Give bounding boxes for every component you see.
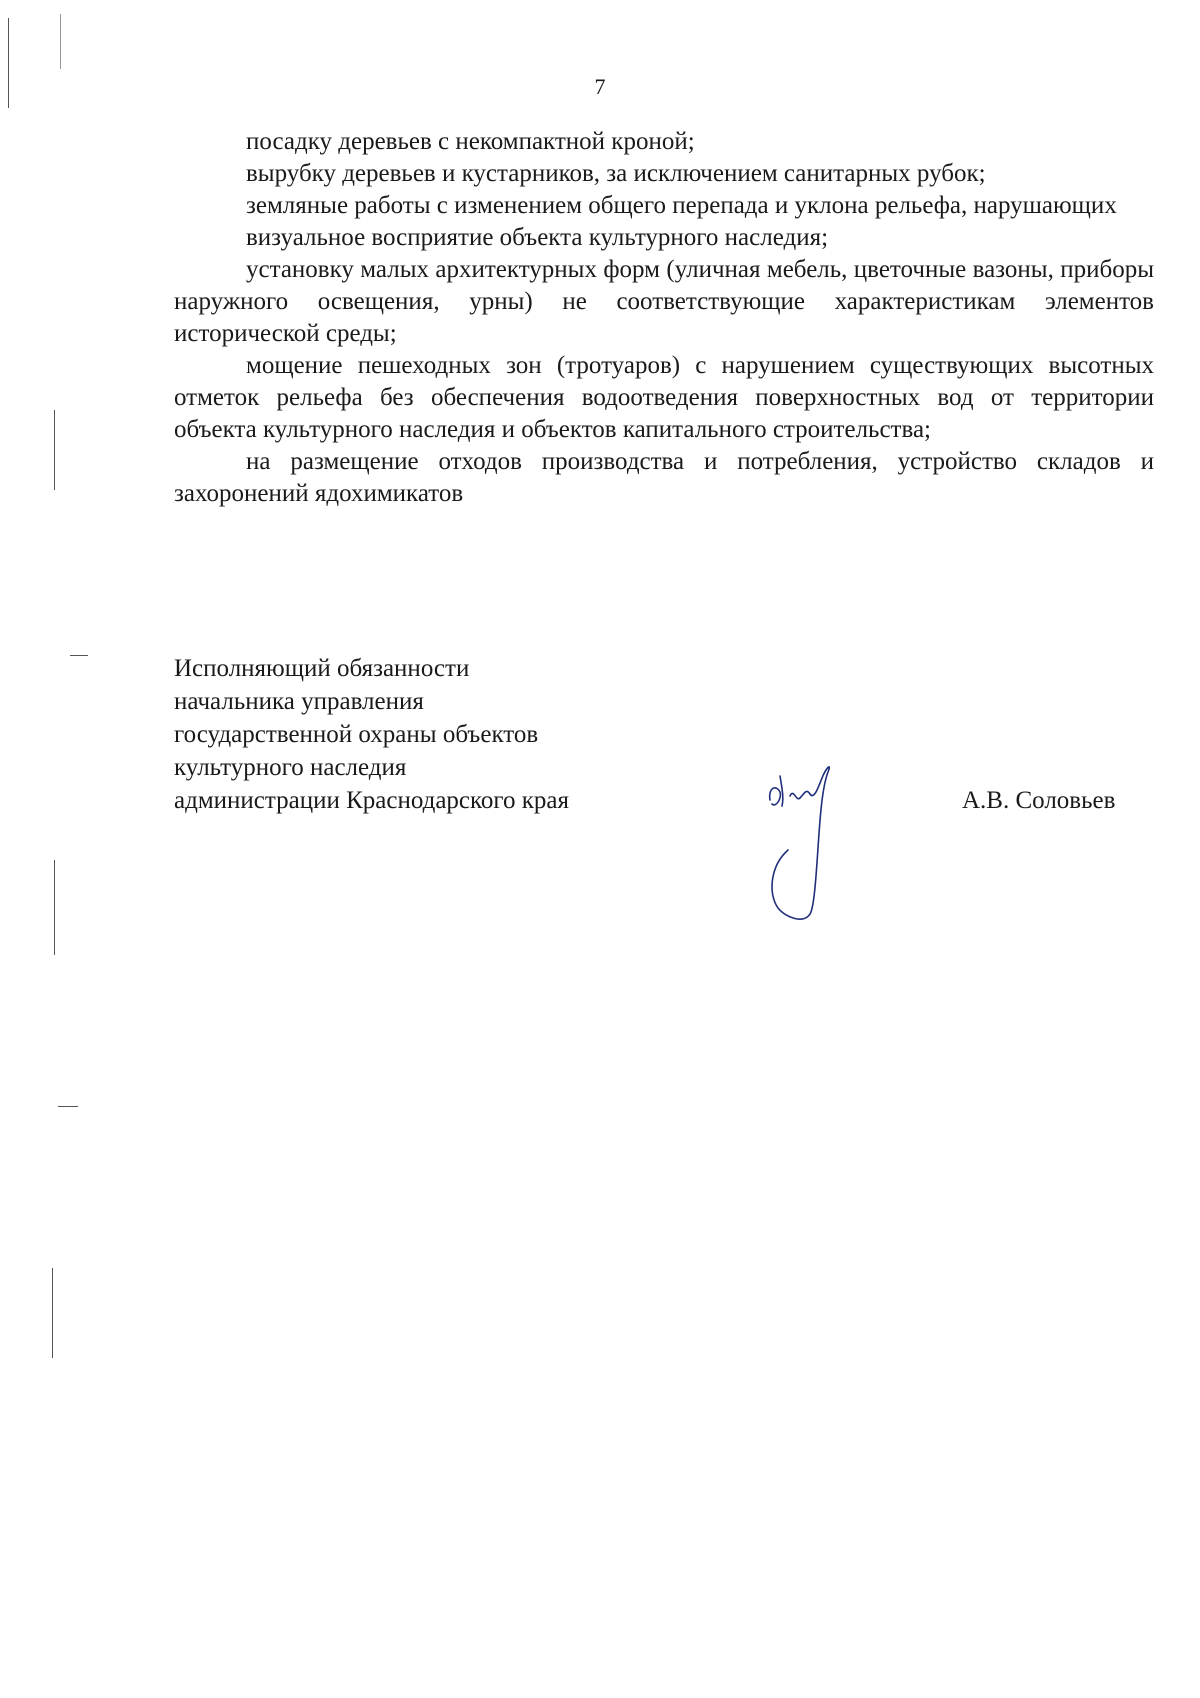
paragraph: земляные работы с изменением общего перепада и уклона рельефа, нарушающих (246, 192, 1117, 219)
position-line: государственной охраны объектов (174, 721, 539, 748)
position-line: культурного наследия (174, 754, 407, 781)
scan-edge-mark (54, 860, 55, 955)
paragraph: вырубку деревьев и кустарников, за исключением санитарных рубок; (246, 160, 986, 187)
scan-edge-mark (70, 655, 88, 656)
document-body (174, 126, 1154, 510)
scan-edge-mark (52, 1268, 53, 1358)
paragraph: визуальное восприятие объекта культурного наследия; (246, 224, 829, 251)
signatory-position (174, 652, 694, 817)
position-line: Исполняющий обязанности (174, 655, 470, 682)
handwritten-signature-icon (760, 758, 880, 928)
scan-edge-mark (60, 14, 61, 69)
paragraph: мощение пешеходных зон (тротуаров) с нарушением существующих высотных отметок рельефа без обеспечения водоотведения поверхностных вод от территории объекта культурного наследия и объектов капитального строительства; (174, 352, 1154, 443)
paragraph: посадку деревьев с некомпактной кроной; (246, 128, 695, 155)
signer-name: А.В. Соловьев (962, 787, 1116, 814)
position-line: администрации Краснодарского края (174, 787, 570, 814)
position-line: начальника управления (174, 688, 424, 715)
paragraph: установку малых архитектурных форм (уличная мебель, цветочные вазоны, приборы наружного освещения, урны) не соответствующие характеристикам элементов исторической среды; (174, 256, 1154, 347)
scan-edge-mark (58, 1106, 78, 1107)
scan-edge-mark (54, 410, 55, 490)
paragraph: на размещение отходов производства и потребления, устройство складов и захоронений ядохимикатов (174, 448, 1154, 507)
page-number: 7 (594, 74, 606, 99)
